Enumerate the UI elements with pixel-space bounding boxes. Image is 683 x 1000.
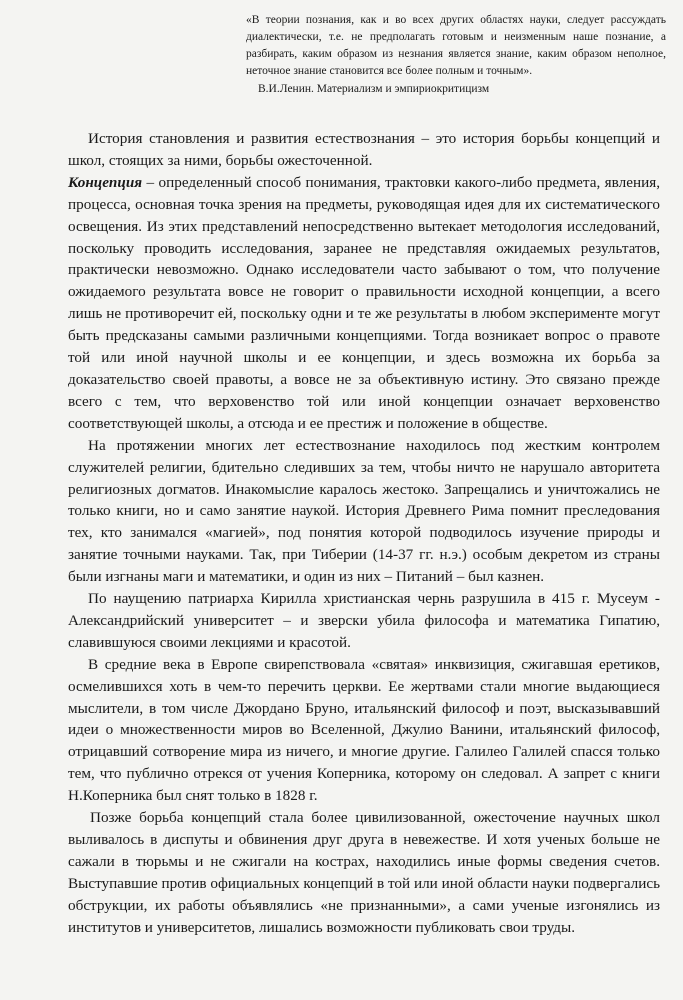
paragraph-6 bbox=[68, 807, 660, 938]
paragraph-3 bbox=[68, 435, 660, 588]
paragraph-5 bbox=[68, 654, 660, 807]
main-text bbox=[68, 128, 660, 939]
paragraph-4-text: По наущению патриарха Кирилла христианская чернь разрушила в 415 г. Мусеум - Александрийский университет – и зверски убила философа и математика Гипатию, славившуюся своими лекциями и красотой. bbox=[68, 590, 660, 651]
epigraph bbox=[246, 12, 666, 98]
epigraph-source: В.И.Ленин. Материализм и эмпириокритицизм bbox=[258, 83, 490, 95]
paragraph-2 bbox=[68, 172, 660, 435]
epigraph-quote: «В теории познания, как и во всех других областях науки, следует рассуждать диалектически, т.е. не предполагать готовым и неизменным наше познание, а разбирать, каким образом из незнания является знание, каким образом неполное, неточное знание становится все более полным и точным». bbox=[246, 14, 666, 77]
paragraph-4 bbox=[68, 588, 660, 654]
paragraph-6-text: Позже борьба концепций стала более цивилизованной, ожесточение научных школ выливалось в диспуты и обвинения друг друга в невежестве. И хотя ученых больше не сажали в тюрьмы и не сжигали на кострах, находились иные формы сведения счетов. Выступавшие против официальных концепций в той или иной области науки подвергались обструкции, их работы объявлялись «не признанными», а сами ученые изгонялись из институтов и университетов, лишались возможности публиковать свои труды. bbox=[68, 809, 660, 936]
concept-term: Концепция bbox=[68, 173, 143, 191]
paragraph-1 bbox=[68, 128, 660, 172]
paragraph-1-text: История становления и развития естествознания – это история борьбы концепций и школ, стоящих за ними, борьбы ожесточенной. bbox=[68, 130, 660, 169]
paragraph-2-text: – определенный способ понимания, трактовки какого-либо предмета, явления, процесса, основная точка зрения на предметы, руководящая идея для их систематического освещения. Из этих представлений непосредственно вытекает методология исследований, поскольку проводить исследования, заранее не представляя ожидаемых результатов, практически невозможно. Однако исследователи часто забывают о том, что получение ожидаемого результата вовсе не говорит о правильности исходной концепции, а всего лишь не противоречит ей, поскольку одни и те же результаты в любом эксперименте могут быть предсказаны самыми различными концепциями. Тогда возникает вопрос о правоте той или иной научной школы и ее концепции, и здесь возможна их борьба за доказательство своей правоты, а вовсе не за объективную истину. Это связано прежде всего с тем, что верховенство той или иной концепции означает верховенство соответствующей школы, а отсюда и ее престиж и положение в обществе. bbox=[68, 173, 660, 432]
paragraph-5-text: В средние века в Европе свирепствовала «святая» инквизиция, сжигавшая еретиков, осмелившихся хоть в чем-то перечить церкви. Ее жертвами стали многие выдающиеся мыслители, в том числе Джордано Бруно, итальянский философ и поэт, высказывавший идеи о множественности миров во Вселенной, Джулио Ванини, итальянский философ, отрицавший сотворение мира из ничего, и многие другие. Галилео Галилей спасся только тем, что публично отрекся от учения Коперника, которому он следовал. А запрет с книги Н.Коперника был снят только в 1828 г. bbox=[68, 655, 660, 805]
paragraph-3-text: На протяжении многих лет естествознание находилось под жестким контролем служителей религии, бдительно следивших за тем, чтобы ничто не нарушало авторитета религиозных догматов. Инакомыслие каралось жестоко. Запрещались и уничтожались не только книги, но и само занятие наукой. История Древнего Рима помнит преследования тех, кто занимался «магией», под понятия которой подводилось изучение природы и занятие точными науками. Так, при Тиберии (14-37 гг. н.э.) особым декретом из страны были изгнаны маги и математики, и один из них – Питаний – был казнен. bbox=[68, 436, 660, 586]
